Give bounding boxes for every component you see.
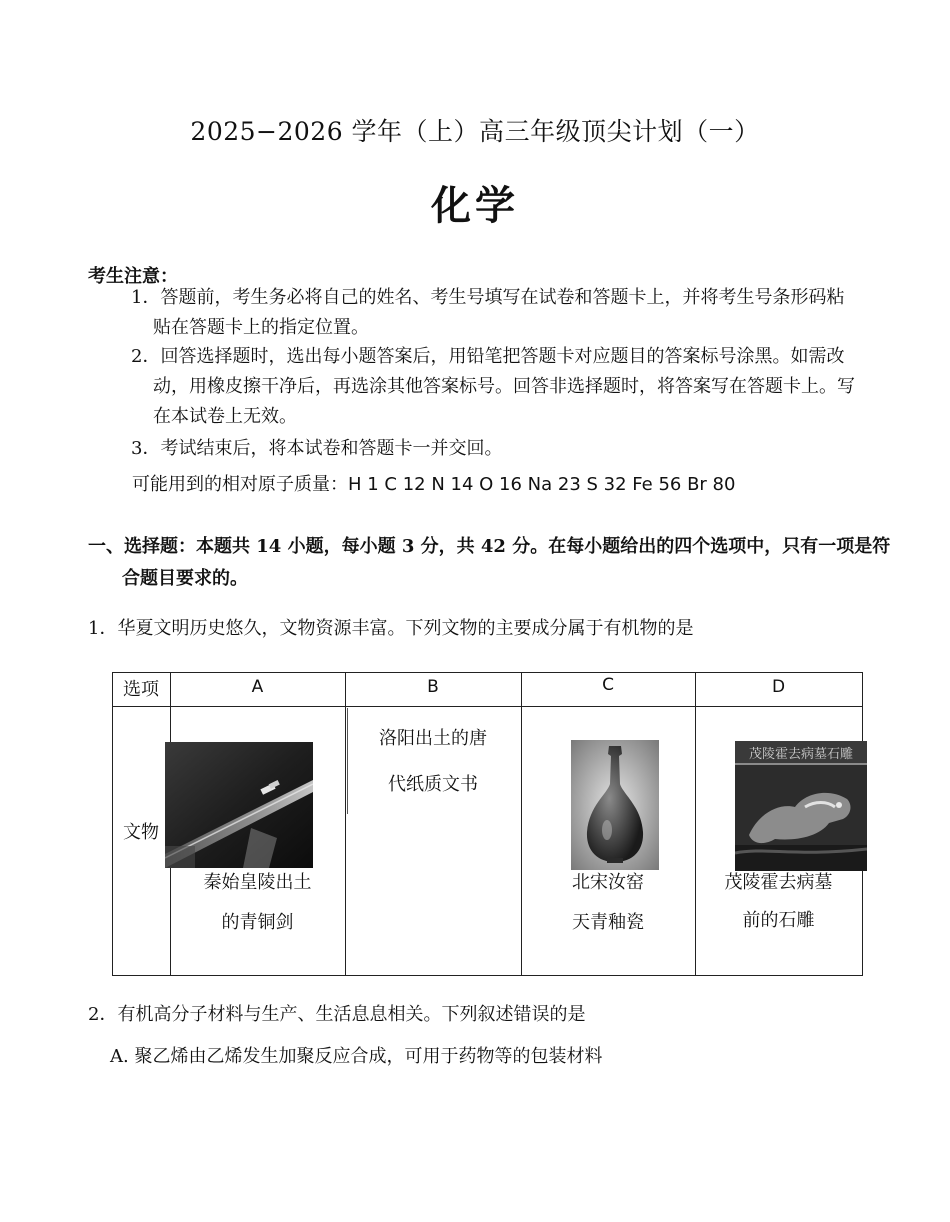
section-heading: 一、选择题：本题共 14 小题，每小题 3 分，共 42 分。在每小题给出的四个选项中，只有一项是符合题目要求的。: [88, 536, 891, 589]
option-d-line1: 茂陵霍去病墓: [724, 872, 833, 893]
atomic-mass-values: H 1 C 12 N 14 O 16 Na 23 S 32 Fe 56 Br 80: [348, 474, 736, 495]
row-header-options: 选项: [123, 679, 159, 700]
column-header-d: D: [771, 677, 786, 697]
option-a-line2: 的青铜剑: [221, 912, 294, 933]
option-b-line2: 代纸质文书: [388, 774, 478, 795]
atomic-mass-line: [132, 470, 735, 496]
subject-title: 化学: [431, 182, 519, 229]
row-header-artifact: 文物: [123, 822, 159, 843]
notice-item-2: [131, 342, 861, 432]
stone-carving-image: [735, 741, 867, 871]
notice-item-3: [131, 434, 861, 464]
atomic-mass-label: 可能用到的相对原子质量：: [132, 474, 348, 495]
celadon-vase-image: [571, 740, 659, 870]
option-a-line1: 秦始皇陵出土: [203, 872, 312, 893]
question-2-stem: 2．有机高分子材料与生产、生活息息相关。下列叙述错误的是: [88, 1004, 586, 1025]
option-b-line1: 洛阳出土的唐: [379, 728, 487, 749]
column-header-b: B: [427, 677, 439, 697]
option-d-line2: 前的石雕: [742, 910, 815, 931]
notice-item-1: [131, 283, 861, 343]
option-c-line1: 北宋汝窑: [572, 872, 644, 893]
notice-item-2-text: 2．回答选择题时，选出每小题答案后，用铅笔把答题卡对应题目的答案标号涂黑。如需改动，用橡皮擦干净后，再选涂其他答案标号。回答非选择题时，将答案写在答题卡上。写在本试卷上无效。: [131, 346, 855, 427]
notice-item-1-text: 1．答题前，考生务必将自己的姓名、考生号填写在试卷和答题卡上，并将考生号条形码粘贴在答题卡上的指定位置。: [131, 287, 845, 338]
column-header-c: C: [602, 675, 614, 695]
bronze-sword-image: [165, 742, 313, 868]
notice-heading: 考生注意：: [88, 266, 178, 287]
notice-item-3-text: 3．考试结束后，将本试卷和答题卡一并交回。: [131, 438, 503, 459]
question-2-option-a: A. 聚乙烯由乙烯发生加聚反应合成，可用于药物等的包装材料: [110, 1046, 603, 1067]
column-header-a: A: [251, 677, 264, 697]
exam-header: 2025−2026 学年（上）高三年级顶尖计划（一）: [190, 117, 760, 146]
stone-carving-inscription: 茂陵霍去病墓石雕: [748, 747, 854, 762]
question-1-stem: 1．华夏文明历史悠久，文物资源丰富。下列文物的主要成分属于有机物的是: [88, 618, 694, 639]
option-c-line2: 天青釉瓷: [572, 912, 644, 933]
